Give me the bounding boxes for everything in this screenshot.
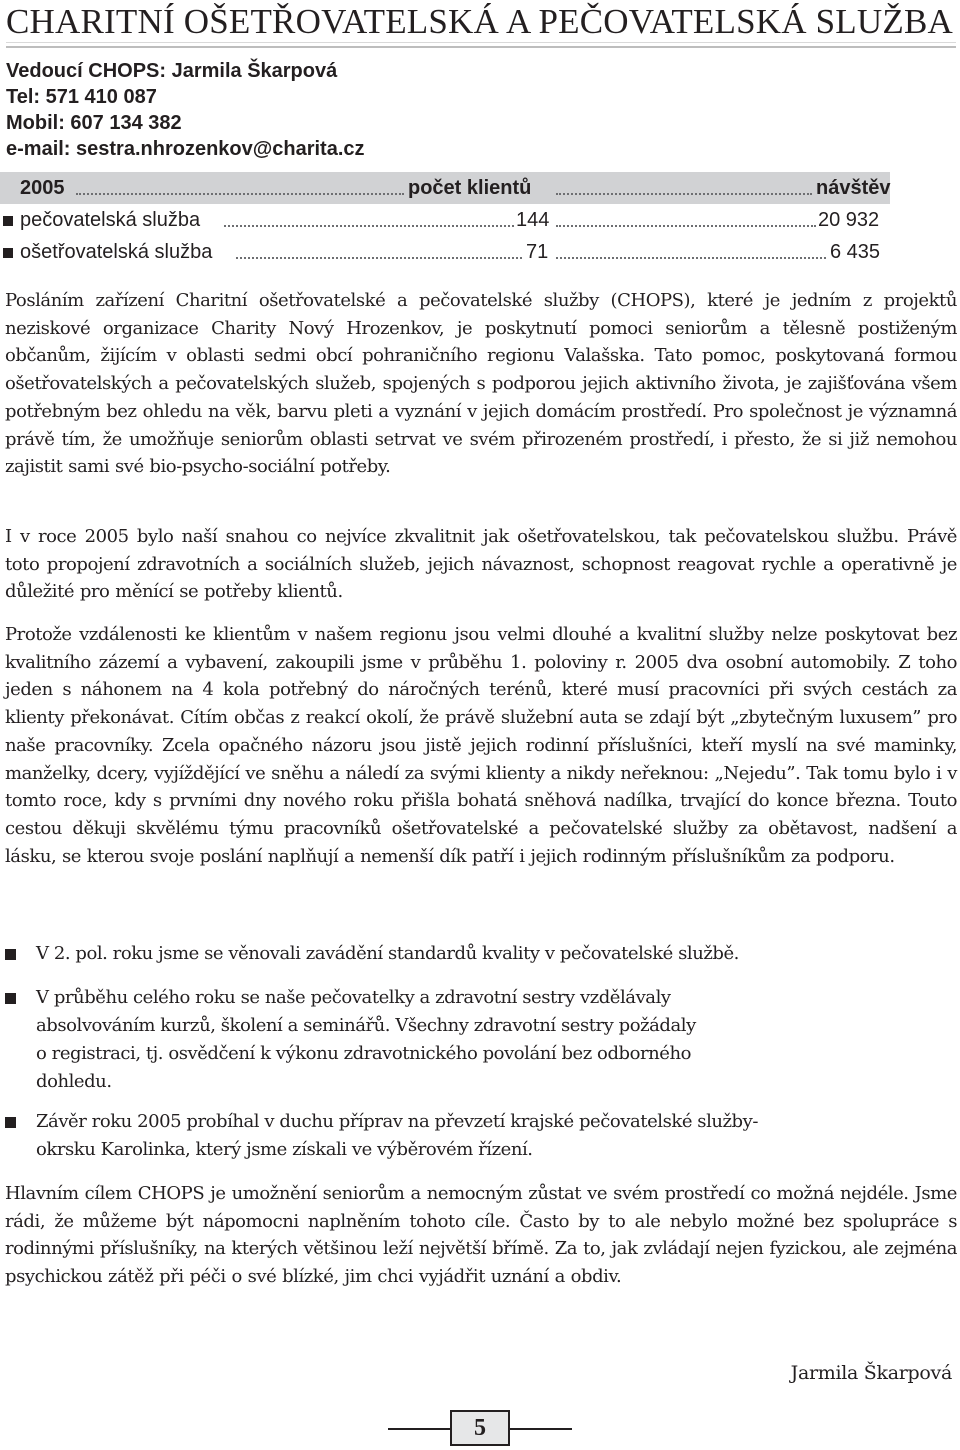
- stats-header-row: [0, 172, 890, 204]
- bullet-item-line: absolvováním kurzů, školení a seminářů. Všechny zdravotní sestry požádaly: [36, 1015, 696, 1036]
- stats-visits-header: návštěv: [816, 177, 891, 199]
- paragraph-vehicles: Protože vzdálenosti ke klientům v našem regionu jsou velmi dlouhé a kvalitní služby nelze poskytovat bez kvalitního zázemí a vybavení, zakoupili jsme v průběhu 1. poloviny r. 2005 dva osobní automobily. Z toho jeden s náhonem na 4 kola potřebný do náročných terénů, které musí pracovníci při svých cestách za klienty překonávat. Cítím občas z reakcí okolí, že právě služební auta se zdají být „zbytečným luxusem” pro naše pracovníky. Zcela opačného názoru jsou jistě jejich rodinní příslušníci, kteří myslí na své maminky, manželky, dcery, vyjíždějící ve sněhu a náledí za svými klienty a nikdy neřeknou: „Nejedu”. Tak tomu bylo i v tomto roce, kdy s prvními dny nového roku přišla bohatá sněhová nadílka, trvající do konce března. Touto cestou děkuji skvělému týmu pracovníků ošetřovatelské a pečovatelské služby za obětavost, nadšení a lásku, se kterou svoje poslání naplňují a nemenší dík patří i jejich rodinným příslušníkům za podporu.: [5, 624, 957, 867]
- stats-visits: 6 435: [830, 241, 881, 263]
- page-title: CHARITNÍ OŠETŘOVATELSKÁ A PEČOVATELSKÁ SLUŽBA: [6, 2, 953, 41]
- mobile-line: Mobil: 607 134 382: [6, 112, 182, 134]
- leader-dots: [556, 193, 812, 195]
- square-bullet-icon: [3, 248, 13, 258]
- page-number: 5: [450, 1410, 510, 1446]
- page-number-rule: [510, 1428, 572, 1430]
- signature: Jarmila Škarpová: [790, 1362, 952, 1384]
- email-line: e-mail: sestra.nhrozenkov@charita.cz: [6, 138, 365, 160]
- leader-dots: [556, 257, 826, 259]
- leader-dots: [556, 225, 816, 227]
- title-divider: [6, 42, 956, 48]
- stats-row: [0, 236, 890, 268]
- paragraph-mission: Posláním zařízení Charitní ošetřovatelské a pečovatelské služby (CHOPS), které je jedním z projektů neziskové organizace Charity Nový Hrozenkov, je poskytnutí pomoci seniorům a tělesně postiženým občanům, žijícím v oblasti sedmi obcí pohraničního regionu Valašska. Tato pomoc, poskytovaná formou ošetřovatelských a pečovatelských služeb, spojených s podporou jejich aktivního života, je zajišťována všem potřebným bez ohledu na věk, barvu pleti a vyznání v jejich domácím prostředí. Pro společnost je významná právě tím, že umožňuje seniorům oblasti setrvat ve svém přirozeném prostředí, i přesto, že si již nemohou zajistit sami své bio-psycho-sociální potřeby.: [5, 290, 957, 478]
- leader-dots: [224, 225, 514, 227]
- stats-label: pečovatelská služba: [20, 209, 201, 231]
- stats-visits: 20 932: [818, 209, 880, 231]
- leader-dots: [236, 257, 522, 259]
- bullet-item-line: dohledu.: [36, 1071, 112, 1092]
- bullet-item-line: V průběhu celého roku se naše pečovatelky a zdravotní sestry vzdělávaly: [36, 987, 671, 1008]
- stats-clients-header: počet klientů: [408, 177, 532, 199]
- contact-block: [6, 58, 365, 162]
- leader-dots: [76, 193, 404, 195]
- stats-clients: 144: [516, 209, 550, 231]
- square-bullet-icon: [5, 1117, 16, 1128]
- bullet-item: V 2. pol. roku jsme se věnovali zavádění standardů kvality v pečovatelské službě.: [36, 943, 739, 964]
- paragraph-goal: Hlavním cílem CHOPS je umožnění seniorům a nemocným zůstat ve svém prostředí co možná nejdéle. Jsme rádi, že můžeme být nápomocni naplněním tohoto cíle. Často by to ale nebylo možné bez spolupráce s rodinnými příslušníky, na kterých většinou leží největší břímě. Za to, jak zvládají nejen fyzickou, ale zejména psychickou zátěž při péči o své blízké, jim chci vyjádřit uznání a obdiv.: [5, 1183, 957, 1288]
- bullet-item-line: Závěr roku 2005 probíhal v duchu příprav na převzetí krajské pečovatelské služby-: [36, 1111, 758, 1132]
- stats-label: ošetřovatelská služba: [20, 241, 213, 263]
- stats-table: [0, 172, 890, 268]
- phone-line: Tel: 571 410 087: [6, 86, 157, 108]
- page-number-rule: [388, 1428, 450, 1430]
- bullet-item-line: okrsku Karolinka, který jsme získali ve výběrovém řízení.: [36, 1139, 533, 1160]
- square-bullet-icon: [3, 216, 13, 226]
- bullet-item-line: o registraci, tj. osvědčení k výkonu zdravotnického povolání bez odborného: [36, 1043, 692, 1064]
- stats-row: [0, 204, 890, 236]
- square-bullet-icon: [5, 949, 16, 960]
- manager-line: Vedoucí CHOPS: Jarmila Škarpová: [6, 60, 338, 82]
- square-bullet-icon: [5, 993, 16, 1004]
- paragraph-quality: I v roce 2005 bylo naší snahou co nejvíce zkvalitnit jak ošetřovatelskou, tak pečovatelskou službu. Právě toto propojení zdravotních a sociálních služeb, jejich návaznost, schopnost reagovat rychle a operativně je důležité pro měnící se potřeby klientů.: [5, 526, 957, 603]
- stats-year: 2005: [20, 177, 65, 199]
- stats-clients: 71: [526, 241, 549, 263]
